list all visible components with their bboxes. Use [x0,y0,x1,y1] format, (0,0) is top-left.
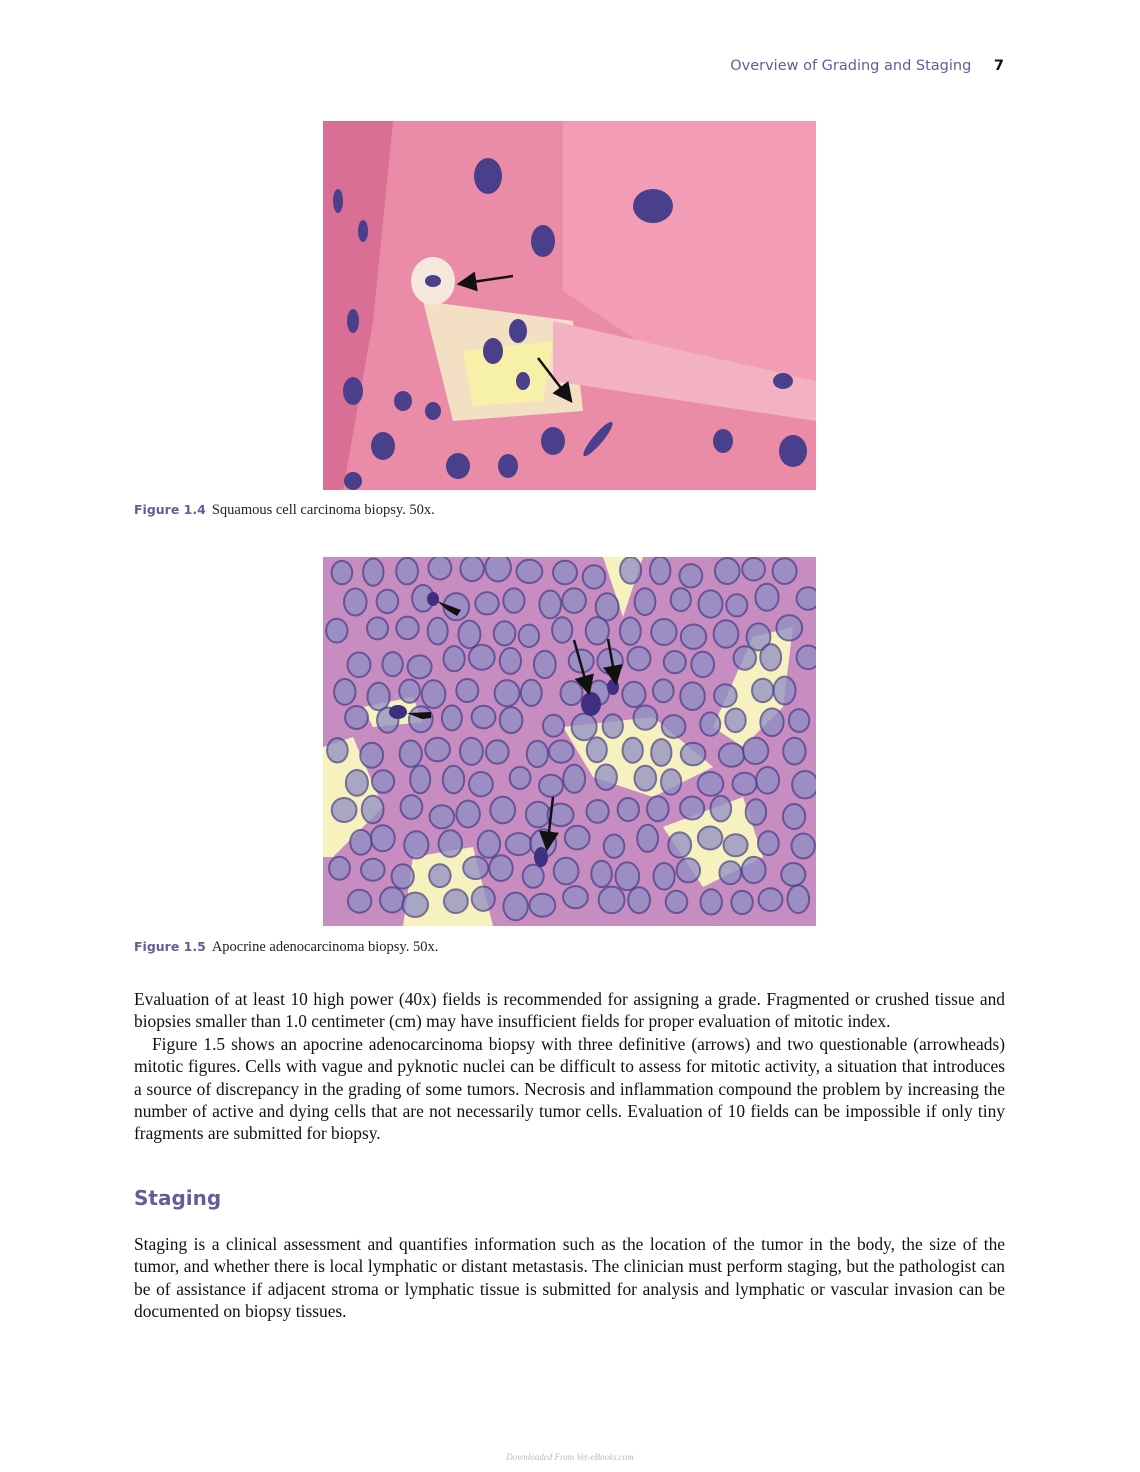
staging-text [134,1233,1005,1323]
figure-1-5-image [323,557,816,926]
paragraph: Staging is a clinical assessment and quantifies information such as the location of the tumor in the body, the size of the tumor, and whether there is local lymphatic or distant metastasis. The clinician must perform staging, but the pathologist can be of assistance if adjacent stroma or lymphatic tissue is submitted for analysis and lymphatic or vascular invasion can be documented on biopsy tissues. [134,1234,1005,1322]
footer-watermark: Downloaded From Vet-eBooks.com [506,1452,634,1462]
figure-1-4-label: Figure 1.4 [134,502,206,517]
page-number: 7 [993,58,1004,74]
figure-1-4-image [323,121,816,490]
section-heading: Staging [134,1186,222,1210]
body-text [134,988,1005,1145]
paragraph: Evaluation of at least 10 high power (40x) fields is recommended for assigning a grade. Fragmented or crushed tissue and biopsies smaller than 1.0 centimeter (cm) may have insufficient fields for proper evaluation of mitotic index. [134,989,1005,1032]
paragraph: Figure 1.5 shows an apocrine adenocarcinoma biopsy with three definitive (arrows) and two questionable (arrowheads) mitotic figures. Cells with vague and pyknotic nuclei can be difficult to assess for mitotic activity, a situation that introduces a source of discrepancy in the grading of some tumors. Necrosis and inflammation compound the problem by increasing the number of active and dying cells that are not necessarily tumor cells. Evaluation of 10 fields can be impossible if only tiny fragments are submitted for biopsy. [134,1033,1005,1144]
running-head-title: Overview of Grading and Staging [730,58,972,74]
figure-1-5-caption-text: Apocrine adenocarcinoma biopsy. 50x. [211,939,439,955]
figure-1-5-caption [134,939,438,956]
figure-1-4-caption-text: Squamous cell carcinoma biopsy. 50x. [211,502,435,518]
figure-1-4-caption [134,502,435,519]
running-head [730,58,1004,74]
figure-1-5-label: Figure 1.5 [134,939,206,954]
